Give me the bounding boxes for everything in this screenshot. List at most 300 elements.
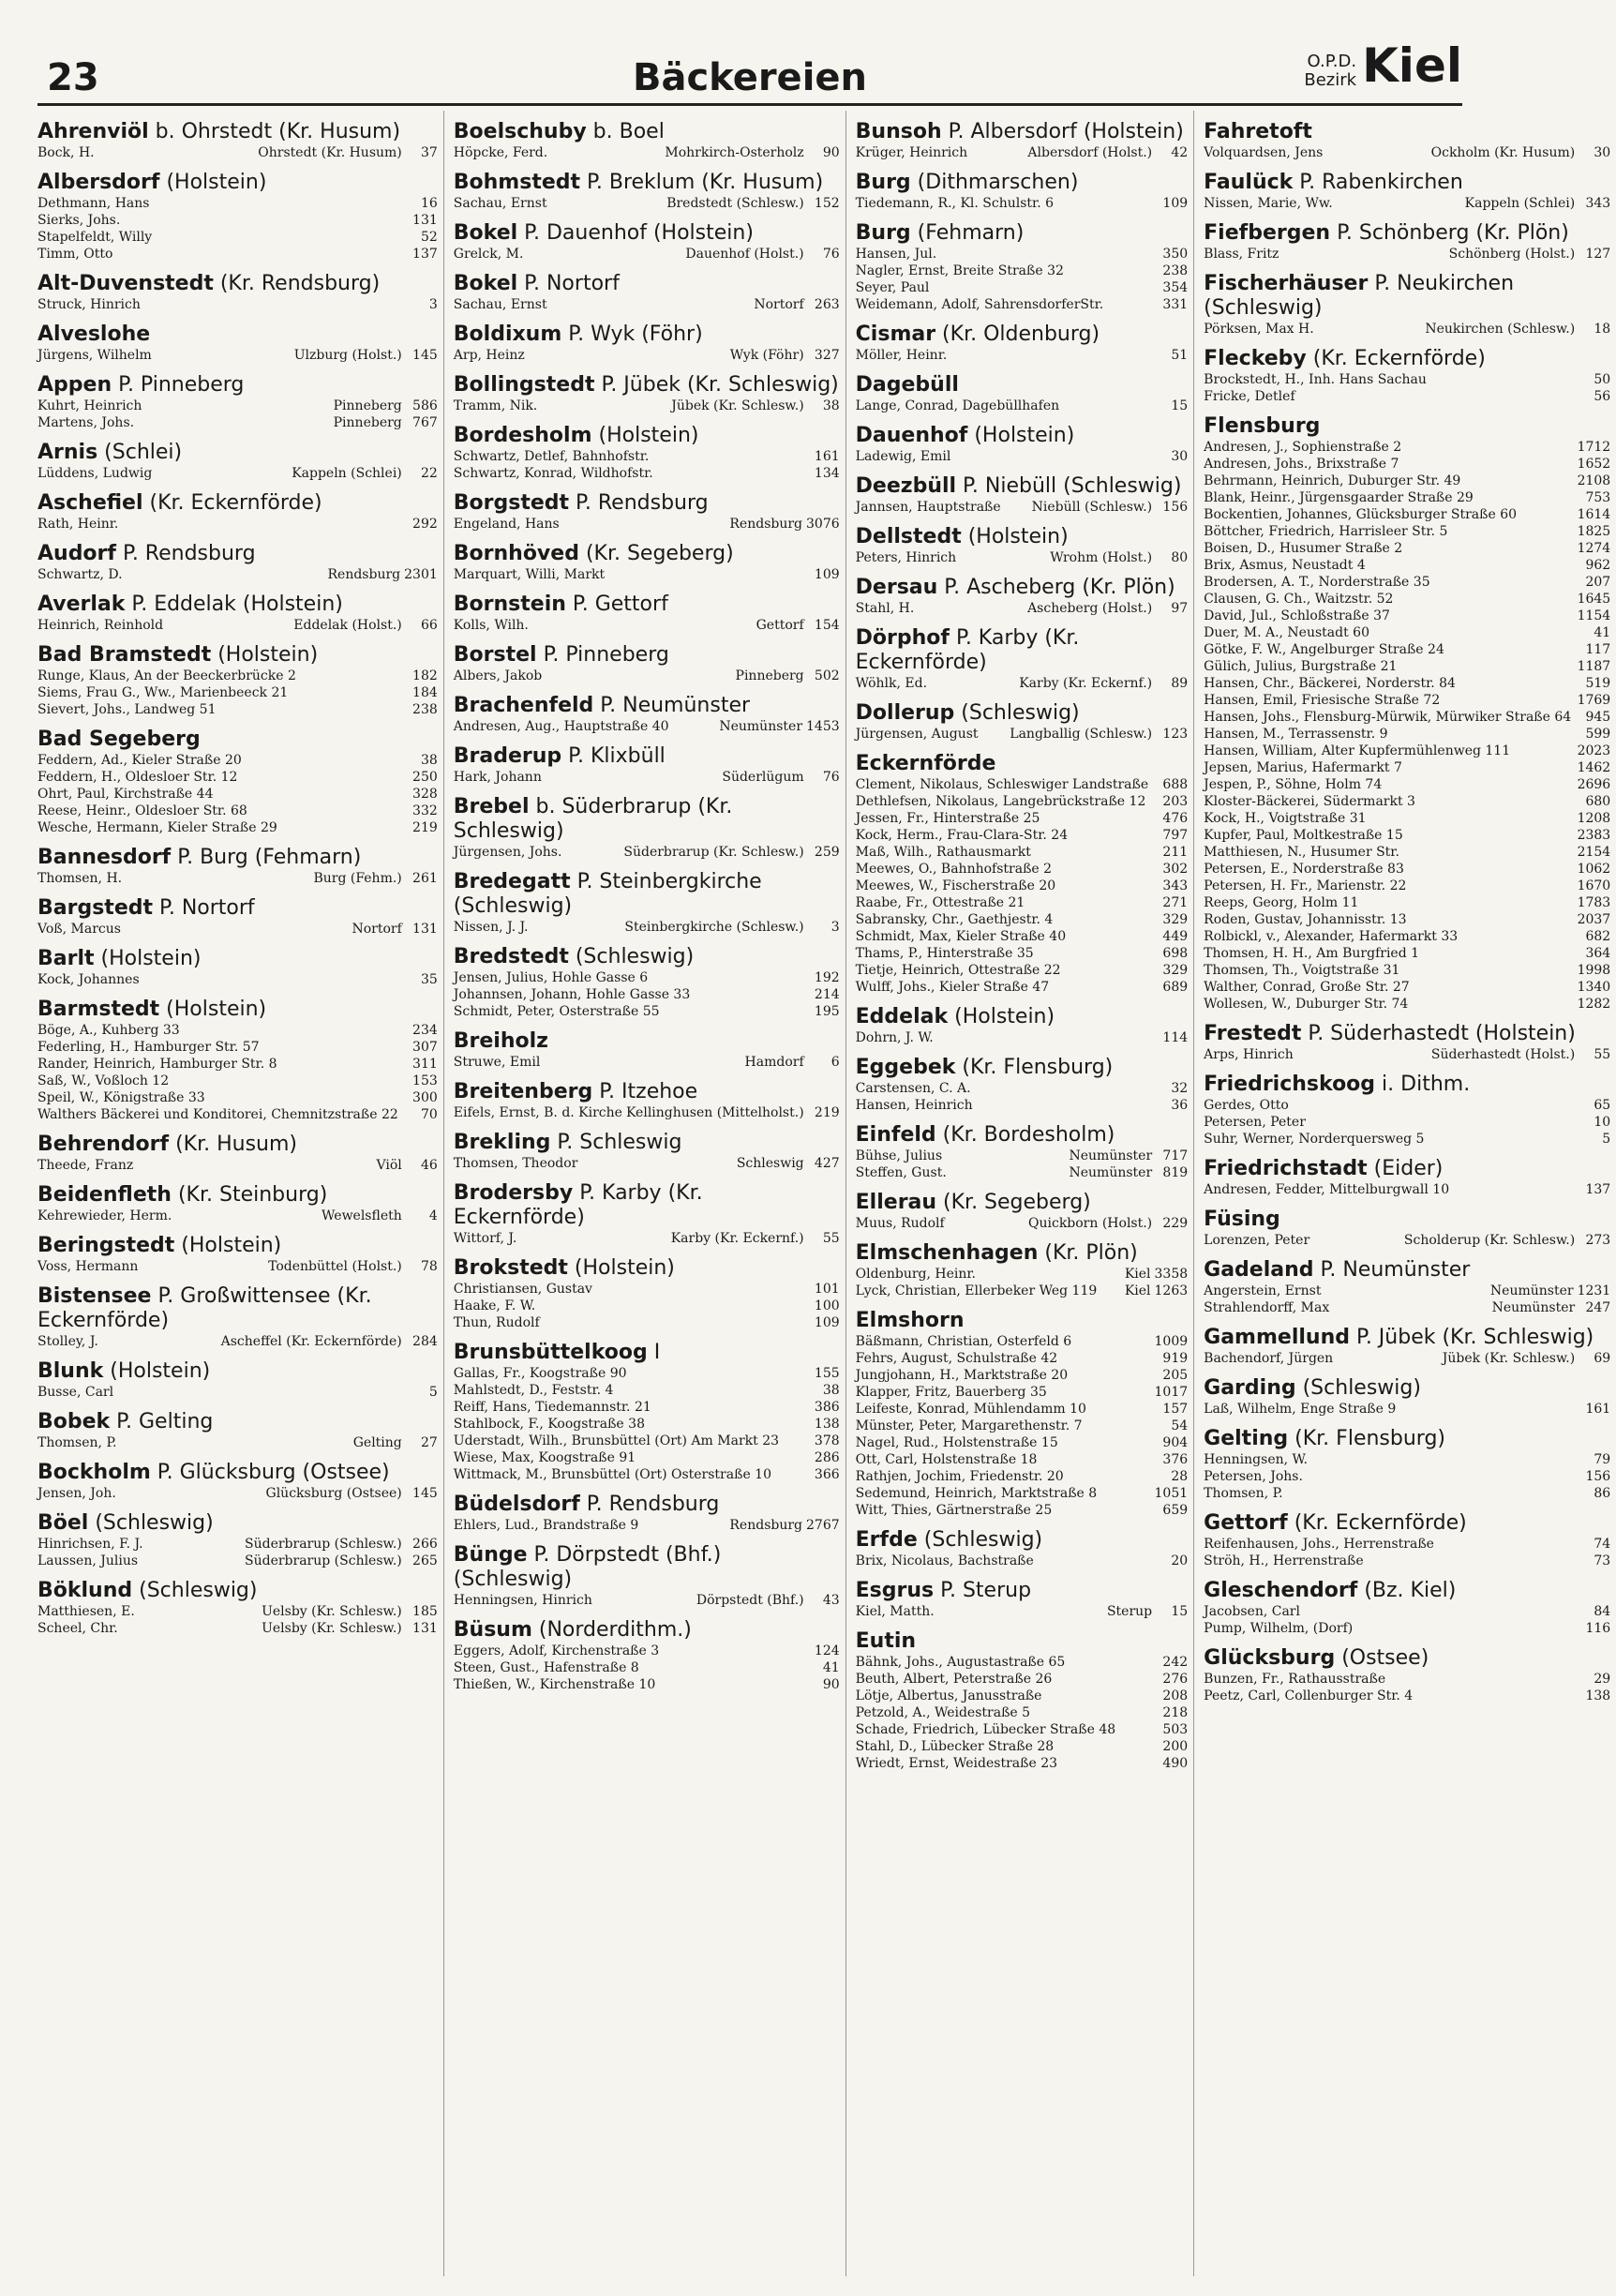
phone-number: 100 <box>814 1298 840 1313</box>
phone-number: 46 <box>420 1158 438 1173</box>
bakery-entry <box>856 499 1189 516</box>
phone-number: 145 <box>412 348 438 363</box>
phone-number: 1998 <box>1577 963 1611 978</box>
phone-number: 3358 <box>1154 1267 1189 1282</box>
place-block <box>37 1284 438 1350</box>
bakery-name: Henningsen, Hinrich <box>453 1593 592 1608</box>
exchange-name: Steinbergkirche (Schlesw.) <box>624 920 804 935</box>
phone-number: 51 <box>1171 348 1189 363</box>
place-heading <box>37 120 438 144</box>
phone-number: 1009 <box>1154 1334 1189 1349</box>
bakery-name: Laß, Wilhelm, Enge Straße 9 <box>1204 1402 1397 1417</box>
district-label <box>1304 38 1462 93</box>
bakery-name: Böttcher, Friedrich, Harrisleer Str. 5 <box>1204 524 1448 539</box>
phone-number: 101 <box>814 1282 840 1297</box>
bakery-entry <box>37 819 438 836</box>
phone-number: 682 <box>1585 929 1611 944</box>
place-block <box>37 998 438 1123</box>
bakery-entry <box>1204 878 1610 894</box>
exchange-name: Neukirchen (Schlesw.) <box>1425 322 1576 337</box>
phone-number: 123 <box>1162 727 1189 742</box>
bakery-name: Hansen, Chr., Bäckerei, Norderstr. 84 <box>1204 676 1456 691</box>
bakery-name: Hansen, M., Terrassenstr. 9 <box>1204 727 1388 742</box>
column-3 <box>856 111 1195 2276</box>
phone-number: 1462 <box>1577 760 1611 775</box>
place-block <box>1204 347 1610 405</box>
phone-number: 54 <box>1171 1418 1189 1433</box>
bakery-name: Meewes, O., Bahnhofstraße 2 <box>855 862 1053 877</box>
bakery-entry <box>454 1230 840 1247</box>
phone-number: 1187 <box>1577 659 1611 674</box>
bakery-name: Johannsen, Johann, Hohle Gasse 33 <box>453 987 691 1002</box>
place-heading <box>37 1234 438 1258</box>
place-name: Brekling <box>453 1131 551 1154</box>
bakery-entry <box>1204 1097 1610 1114</box>
bakery-entry <box>1204 726 1610 743</box>
phone-number: 689 <box>1162 980 1189 995</box>
place-name: Bistensee <box>37 1284 152 1308</box>
bakery-entry <box>856 263 1189 279</box>
phone-number: 797 <box>1162 828 1189 843</box>
place-heading <box>454 542 840 566</box>
bakery-name: Arps, Hinrich <box>1204 1047 1294 1062</box>
bakery-entry <box>856 1418 1189 1434</box>
place-block <box>1204 1258 1610 1316</box>
bakery-name: Schmidt, Max, Kieler Straße 40 <box>855 929 1067 944</box>
bakery-name: Schwartz, Detlef, Bahnhofstr. <box>453 449 650 464</box>
bakery-name: Thomsen, H. <box>37 871 123 886</box>
phone-number: 1783 <box>1577 895 1611 910</box>
page-header <box>37 38 1462 106</box>
place-heading <box>37 1511 438 1536</box>
place-name: Ellerau <box>855 1191 937 1214</box>
place-block <box>1204 221 1610 263</box>
opd-abbrev: O.P.D. <box>1307 52 1357 71</box>
bakery-name: Nissen, J. J. <box>453 920 529 935</box>
exchange-name: Hamdorf <box>744 1055 804 1070</box>
bakery-entry <box>454 1298 840 1314</box>
bakery-name: Eggers, Adolf, Kirchenstraße 3 <box>453 1643 660 1658</box>
place-qualifier: (Norderdithm.) <box>531 1618 692 1642</box>
phone-number: 22 <box>420 466 438 481</box>
phone-number: 1670 <box>1577 878 1611 893</box>
place-block <box>454 424 840 482</box>
bakery-entry <box>37 1620 438 1637</box>
bakery-name: Wiese, Max, Koogstraße 91 <box>453 1450 636 1465</box>
place-name: Bad Segeberg <box>37 728 201 751</box>
place-name: Dagebüll <box>855 373 959 397</box>
bakery-name: Thomsen, Th., Voigtstraße 31 <box>1204 963 1400 978</box>
place-qualifier: (Holstein) <box>159 998 267 1021</box>
phone-number: 43 <box>822 1593 840 1608</box>
bakery-name: Runge, Klaus, An der Beeckerbrücke 2 <box>37 668 296 683</box>
place-name: Fleckeby <box>1204 347 1307 370</box>
bakery-name: Kehrewieder, Herm. <box>37 1208 172 1223</box>
district-city: Kiel <box>1362 38 1462 93</box>
bakery-entry <box>1204 506 1610 523</box>
exchange-name: Schönberg (Holst.) <box>1448 247 1576 262</box>
bakery-entry <box>37 516 438 533</box>
exchange-name: Neumünster <box>1489 1283 1574 1298</box>
phone-number: 56 <box>1594 389 1611 404</box>
bakery-entry <box>856 1468 1189 1485</box>
place-block <box>1204 414 1610 1013</box>
bakery-name: Steen, Gust., Hafenstraße 8 <box>453 1660 639 1675</box>
bakery-name: Pump, Wilhelm, (Dorf) <box>1204 1621 1354 1636</box>
exchange-name: Ockholm (Kr. Husum) <box>1430 145 1576 160</box>
place-block <box>454 221 840 263</box>
place-name: Bornhöved <box>453 542 579 565</box>
place-name: Cismar <box>855 323 936 346</box>
place-name: Breitenberg <box>453 1080 593 1103</box>
bakery-entry <box>1204 743 1610 759</box>
place-qualifier: (Schlei) <box>97 441 183 464</box>
place-qualifier: (Holstein) <box>174 1234 282 1257</box>
bakery-entry <box>1204 321 1610 338</box>
place-qualifier: (Bz. Kiel) <box>1357 1579 1457 1602</box>
place-block <box>856 1528 1189 1569</box>
place-block <box>454 593 840 634</box>
bakery-name: Fehrs, August, Schulstraße 42 <box>855 1351 1058 1366</box>
place-name: Eckernförde <box>855 752 996 775</box>
phone-number: 3 <box>830 920 840 935</box>
place-qualifier: (Eider) <box>1367 1157 1444 1180</box>
phone-number: 1282 <box>1577 997 1611 1012</box>
place-block <box>37 643 438 718</box>
phone-number: 32 <box>1171 1081 1189 1096</box>
place-block <box>856 1629 1189 1772</box>
place-name: Gelting <box>1204 1427 1289 1450</box>
bakery-entry <box>37 212 438 229</box>
phone-number: 286 <box>814 1450 840 1465</box>
place-block <box>454 1181 840 1247</box>
bakery-name: Martens, Johs. <box>37 415 135 430</box>
phone-number: 138 <box>1585 1688 1611 1703</box>
phone-number: 378 <box>814 1433 840 1448</box>
bakery-entry <box>1204 759 1610 776</box>
place-heading <box>454 795 840 844</box>
bakery-name: Feddern, Ad., Kieler Straße 20 <box>37 753 242 768</box>
exchange-name: Dörpstedt (Bhf.) <box>696 1593 804 1608</box>
bakery-name: Hansen, Emil, Friesische Straße 72 <box>1204 693 1441 708</box>
bakery-name: Thomsen, P. <box>37 1435 117 1450</box>
phone-number: 97 <box>1171 601 1189 616</box>
place-block <box>856 576 1189 617</box>
place-block <box>37 896 438 938</box>
bakery-name: Matthiesen, E. <box>37 1604 135 1619</box>
phone-number: 476 <box>1162 811 1189 826</box>
bakery-entry <box>1204 658 1610 675</box>
exchange-name: Ascheffel (Kr. Eckernförde) <box>220 1334 402 1349</box>
exchange-name: Rendsburg <box>327 567 401 582</box>
bakery-entry <box>454 1155 840 1172</box>
place-heading <box>856 171 1189 195</box>
bakery-entry <box>1204 624 1610 641</box>
bakery-entry <box>454 1382 840 1399</box>
bakery-entry <box>1204 928 1610 945</box>
bakery-name: Bühse, Julius <box>855 1148 943 1163</box>
place-name: Elmshorn <box>855 1309 965 1332</box>
exchange-name: Neumünster <box>1491 1300 1576 1315</box>
place-heading <box>37 998 438 1022</box>
place-heading <box>454 593 840 617</box>
place-name: Breiholz <box>453 1029 548 1053</box>
phone-number: 30 <box>1594 145 1611 160</box>
phone-number: 203 <box>1162 794 1189 809</box>
place-heading <box>856 1056 1189 1080</box>
place-block <box>856 525 1189 566</box>
bakery-entry <box>454 718 840 735</box>
place-qualifier: P. Rendsburg <box>579 1493 720 1516</box>
bakery-name: Dethlefsen, Nikolaus, Langebrückstraße 12 <box>855 794 1146 809</box>
place-qualifier: (Ostsee) <box>1335 1646 1429 1670</box>
phone-number: 55 <box>822 1231 840 1246</box>
bakery-name: Reifenhausen, Johs., Herrenstraße <box>1204 1537 1434 1552</box>
bakery-name: Wittmack, M., Brunsbüttel (Ort) Osterstraße 10 <box>453 1467 771 1482</box>
exchange-name: Neumünster <box>1069 1165 1153 1180</box>
bakery-name: Stahl, D., Lübecker Straße 28 <box>855 1739 1055 1754</box>
phone-number: 219 <box>412 820 438 835</box>
place-block <box>1204 1022 1610 1063</box>
phone-number: 343 <box>1162 878 1189 893</box>
phone-number: 36 <box>1171 1098 1189 1113</box>
bakery-entry <box>37 1536 438 1553</box>
place-block <box>856 1309 1189 1519</box>
place-heading <box>454 424 840 448</box>
place-heading <box>454 272 840 296</box>
bakery-name: Andresen, Fedder, Mittelburgwall 10 <box>1204 1182 1450 1197</box>
place-block <box>454 1341 840 1483</box>
place-qualifier: P. Glücksburg (Ostsee) <box>150 1461 390 1484</box>
phone-number: 292 <box>412 517 438 532</box>
phone-number: 154 <box>814 618 840 633</box>
exchange-name: Neumünster <box>1069 1148 1153 1163</box>
phone-number: 962 <box>1585 558 1611 573</box>
phone-number: 153 <box>412 1073 438 1088</box>
place-block <box>856 373 1189 414</box>
bakery-entry <box>1204 540 1610 557</box>
place-qualifier: P. Breklum (Kr. Husum) <box>580 171 824 194</box>
place-name: Beringstedt <box>37 1234 175 1257</box>
bakery-name: Speil, W., Königstraße 33 <box>37 1090 205 1105</box>
bakery-entry <box>37 195 438 212</box>
bakery-name: Sedemund, Heinrich, Marktstraße 8 <box>855 1486 1098 1501</box>
place-heading <box>1204 221 1610 246</box>
place-qualifier: (Kr. Plön) <box>1038 1241 1138 1265</box>
bakery-name: Blank, Heinr., Jürgensgaarder Straße 29 <box>1204 490 1474 505</box>
bakery-name: Wittorf, J. <box>453 1231 517 1246</box>
place-name: Böel <box>37 1511 89 1535</box>
phone-number: 376 <box>1162 1452 1189 1467</box>
phone-number: 74 <box>1594 1537 1611 1552</box>
bakery-name: Timm, Otto <box>37 247 113 262</box>
place-block <box>37 171 438 263</box>
bakery-name: Stahlbock, F., Koogstraße 38 <box>453 1417 645 1432</box>
phone-number: 331 <box>1162 297 1189 312</box>
place-block <box>37 120 438 161</box>
phone-number: 271 <box>1162 895 1189 910</box>
place-heading <box>1204 1022 1610 1046</box>
bakery-entry <box>37 414 438 431</box>
bakery-entry <box>454 246 840 263</box>
phone-number: 134 <box>814 466 840 481</box>
bakery-entry <box>37 1039 438 1056</box>
place-heading <box>37 441 438 465</box>
bakery-name: Sabransky, Chr., Gaethjestr. 4 <box>855 912 1054 927</box>
bakery-entry <box>37 1022 438 1039</box>
bakery-entry <box>37 347 438 364</box>
place-heading <box>454 373 840 398</box>
page-number: 23 <box>47 56 99 99</box>
phone-number: 208 <box>1162 1688 1189 1703</box>
phone-number: 364 <box>1585 946 1611 961</box>
bakery-name: Angerstein, Ernst <box>1204 1283 1322 1298</box>
phone-number: 1017 <box>1154 1385 1189 1400</box>
bakery-name: Fricke, Detlef <box>1204 389 1295 404</box>
bakery-entry <box>1204 1046 1610 1063</box>
place-heading <box>37 846 438 870</box>
place-name: Audorf <box>37 542 116 565</box>
bakery-entry <box>37 971 438 988</box>
phone-number: 1263 <box>1154 1283 1189 1298</box>
place-heading <box>856 221 1189 246</box>
bakery-entry <box>454 668 840 684</box>
bakery-name: Thams, P., Hinterstraße 35 <box>855 946 1034 961</box>
phone-number: 16 <box>420 196 438 211</box>
phone-number: 332 <box>412 803 438 818</box>
bakery-name: Böge, A., Kuhberg 33 <box>37 1023 180 1038</box>
place-qualifier: P. Gelting <box>110 1410 214 1433</box>
phone-number: 131 <box>412 213 438 228</box>
bakery-name: Lange, Conrad, Dagebüllhafen <box>855 398 1060 413</box>
place-block <box>454 1029 840 1071</box>
bakery-name: Brix, Nicolaus, Bachstraße <box>855 1553 1034 1568</box>
phone-number: 427 <box>814 1156 840 1171</box>
bakery-entry <box>37 1603 438 1620</box>
bakery-entry <box>1204 144 1610 161</box>
bakery-entry <box>1204 861 1610 878</box>
phone-number: 945 <box>1585 710 1611 725</box>
bakery-name: Thun, Rudolf <box>453 1315 540 1330</box>
bakery-entry <box>1204 1468 1610 1485</box>
bakery-entry <box>1204 945 1610 962</box>
exchange-name: Pinneberg <box>333 398 402 413</box>
place-qualifier: (Schleswig) <box>917 1528 1043 1552</box>
bakery-name: Dohrn, J. W. <box>855 1030 934 1045</box>
place-heading <box>454 323 840 347</box>
place-name: Büsum <box>453 1618 532 1642</box>
bakery-entry <box>454 844 840 861</box>
bakery-entry <box>454 1054 840 1071</box>
bakery-entry <box>454 566 840 583</box>
place-qualifier: (Kr. Bordesholm) <box>935 1123 1115 1147</box>
phone-number: 207 <box>1585 575 1611 590</box>
bakery-name: Lüddens, Ludwig <box>37 466 153 481</box>
place-block <box>454 1618 840 1693</box>
bakery-name: Hansen, Jul. <box>855 247 937 262</box>
exchange-name: Karby (Kr. Eckernf.) <box>670 1231 804 1246</box>
phone-number: 1208 <box>1577 811 1611 826</box>
phone-number: 919 <box>1162 1351 1189 1366</box>
phone-number: 3 <box>428 297 438 312</box>
bakery-entry <box>37 1258 438 1275</box>
bakery-entry <box>856 1451 1189 1468</box>
bakery-name: Busse, Carl <box>37 1385 114 1400</box>
bakery-entry <box>1204 1181 1610 1198</box>
place-qualifier: P. Karby (Kr. Eckernförde) <box>855 626 1080 674</box>
bakery-entry <box>454 296 840 313</box>
bakery-name: Jespen, P., Söhne, Holm 74 <box>1204 777 1383 792</box>
phone-number: 27 <box>420 1435 438 1450</box>
place-name: Bokel <box>453 272 518 295</box>
phone-number: 1825 <box>1577 524 1611 539</box>
exchange-name: Ulzburg (Holst.) <box>293 348 402 363</box>
phone-number: 137 <box>412 247 438 262</box>
place-heading <box>856 626 1189 675</box>
exchange-name: Kappeln (Schlei) <box>292 466 402 481</box>
exchange-name: Albersdorf (Holst.) <box>1027 145 1153 160</box>
bakery-entry <box>37 1553 438 1569</box>
bakery-entry <box>37 229 438 246</box>
place-name: Bornstein <box>453 593 566 616</box>
place-heading <box>856 752 1189 776</box>
place-block <box>37 542 438 583</box>
place-name: Gettorf <box>1204 1511 1288 1535</box>
place-name: Einfeld <box>855 1123 936 1147</box>
place-qualifier: (Kr. Oldenburg) <box>935 323 1100 346</box>
bakery-entry <box>1204 1350 1610 1367</box>
bakery-name: Seyer, Paul <box>855 280 930 295</box>
place-heading <box>856 1309 1189 1333</box>
place-qualifier: P. Nortorf <box>153 896 255 920</box>
bakery-entry <box>856 726 1189 743</box>
phone-number: 15 <box>1171 398 1189 413</box>
place-qualifier: P. Nortorf <box>517 272 620 295</box>
exchange-name: Uelsby (Kr. Schlesw.) <box>262 1604 402 1619</box>
phone-number: 20 <box>1171 1553 1189 1568</box>
bakery-entry <box>1204 246 1610 263</box>
bakery-entry <box>1204 1114 1610 1131</box>
place-heading <box>454 694 840 718</box>
bakery-name: Kock, Johannes <box>37 972 140 987</box>
place-heading <box>454 1029 840 1054</box>
phone-number: 1274 <box>1577 541 1611 556</box>
bakery-name: Kiel, Matth. <box>855 1604 935 1619</box>
bakery-name: Weidemann, Adolf, SahrensdorferStr. <box>855 297 1104 312</box>
bakery-entry <box>1204 793 1610 810</box>
phone-number: 90 <box>822 1677 840 1692</box>
bakery-entry <box>856 1029 1189 1046</box>
bakery-name: Andresen, Johs., Brixstraße 7 <box>1204 457 1399 472</box>
bakery-name: Stapelfeldt, Willy <box>37 230 153 245</box>
phone-number: 3076 <box>806 517 840 532</box>
bakery-name: Haake, F. W. <box>453 1298 536 1313</box>
phone-number: 259 <box>814 845 840 860</box>
place-name: Averlak <box>37 593 126 616</box>
phone-number: 343 <box>1585 196 1611 211</box>
place-heading <box>856 373 1189 398</box>
bakery-entry <box>454 1466 840 1483</box>
place-block <box>1204 120 1610 161</box>
place-heading <box>454 1181 840 1230</box>
phone-number: 659 <box>1162 1503 1189 1518</box>
place-qualifier: (Fehmarn) <box>910 221 1025 245</box>
place-qualifier: (Kr. Segeberg) <box>578 542 734 565</box>
place-name: Gleschendorf <box>1204 1579 1358 1602</box>
bakery-entry <box>454 1365 840 1382</box>
phone-number: 29 <box>1594 1672 1611 1687</box>
place-name: Borgstedt <box>453 491 570 515</box>
